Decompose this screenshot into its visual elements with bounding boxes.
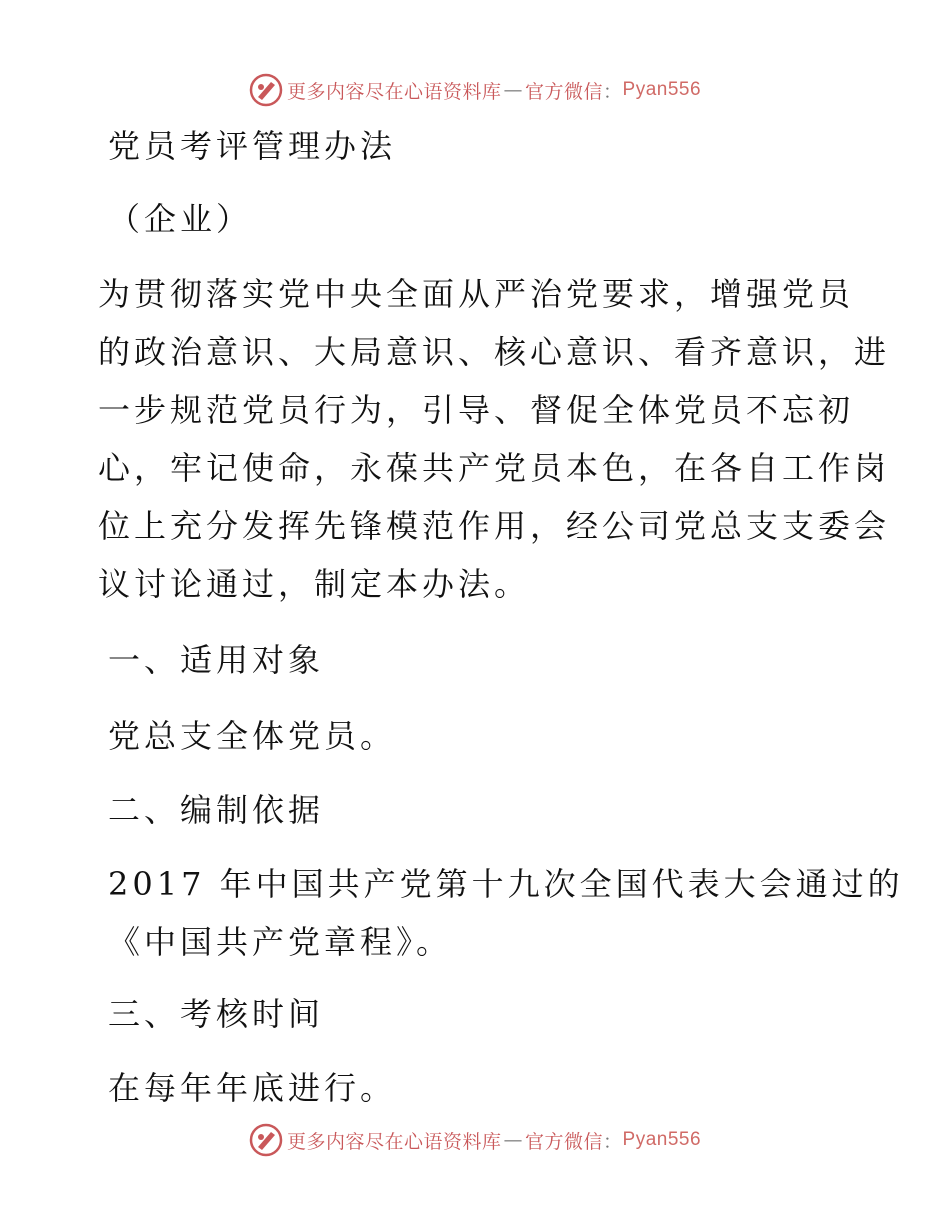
watermark-separator: ： xyxy=(603,80,623,103)
paragraph-line: 2017 年中国共产党第十九次全国代表大会通过的 xyxy=(108,865,904,903)
section-heading: 二、编制依据 xyxy=(108,791,325,829)
paragraph-line: 《中国共产党章程》。 xyxy=(108,923,453,961)
watermark-footer xyxy=(0,1120,950,1160)
section-body: 在每年年底进行。 xyxy=(108,1069,397,1107)
watermark-dash: — xyxy=(503,1129,523,1151)
document-title: 党员考评管理办法 xyxy=(108,127,397,165)
section-body: 党总支全体党员。 xyxy=(108,717,397,755)
watermark-separator: ： xyxy=(603,1130,623,1153)
watermark-dash: — xyxy=(503,79,523,101)
pen-logo-icon xyxy=(249,1123,283,1157)
watermark-wechat-id: Pyan556 xyxy=(622,79,702,100)
intro-paragraph xyxy=(98,265,890,613)
watermark-wechat-id: Pyan556 xyxy=(622,1129,702,1150)
section-heading: 三、考核时间 xyxy=(108,995,325,1033)
watermark-official: 官方微信 xyxy=(524,1130,603,1153)
document-subtitle: （企业） xyxy=(108,200,253,238)
section-heading: 一、适用对象 xyxy=(108,641,325,679)
section-body xyxy=(108,855,904,971)
watermark-header xyxy=(0,70,950,110)
watermark-official: 官方微信 xyxy=(524,80,603,103)
paragraph-line: 的政治意识、大局意识、核心意识、看齐意识，进 xyxy=(98,333,891,371)
paragraph-line: 一步规范党员行为，引导、督促全体党员不忘初 xyxy=(98,391,855,429)
paragraph-line: 位上充分发挥先锋模范作用，经公司党总支支委会 xyxy=(98,507,891,545)
watermark-text: 更多内容尽在心语资料库 xyxy=(286,1130,502,1153)
paragraph-line: 为贯彻落实党中央全面从严治党要求，增强党员 xyxy=(98,275,855,313)
paragraph-line: 议讨论通过，制定本办法。 xyxy=(98,565,531,603)
paragraph-line: 心，牢记使命，永葆共产党员本色，在各自工作岗 xyxy=(98,449,891,487)
pen-logo-icon xyxy=(249,73,283,107)
watermark-text: 更多内容尽在心语资料库 xyxy=(286,80,502,103)
